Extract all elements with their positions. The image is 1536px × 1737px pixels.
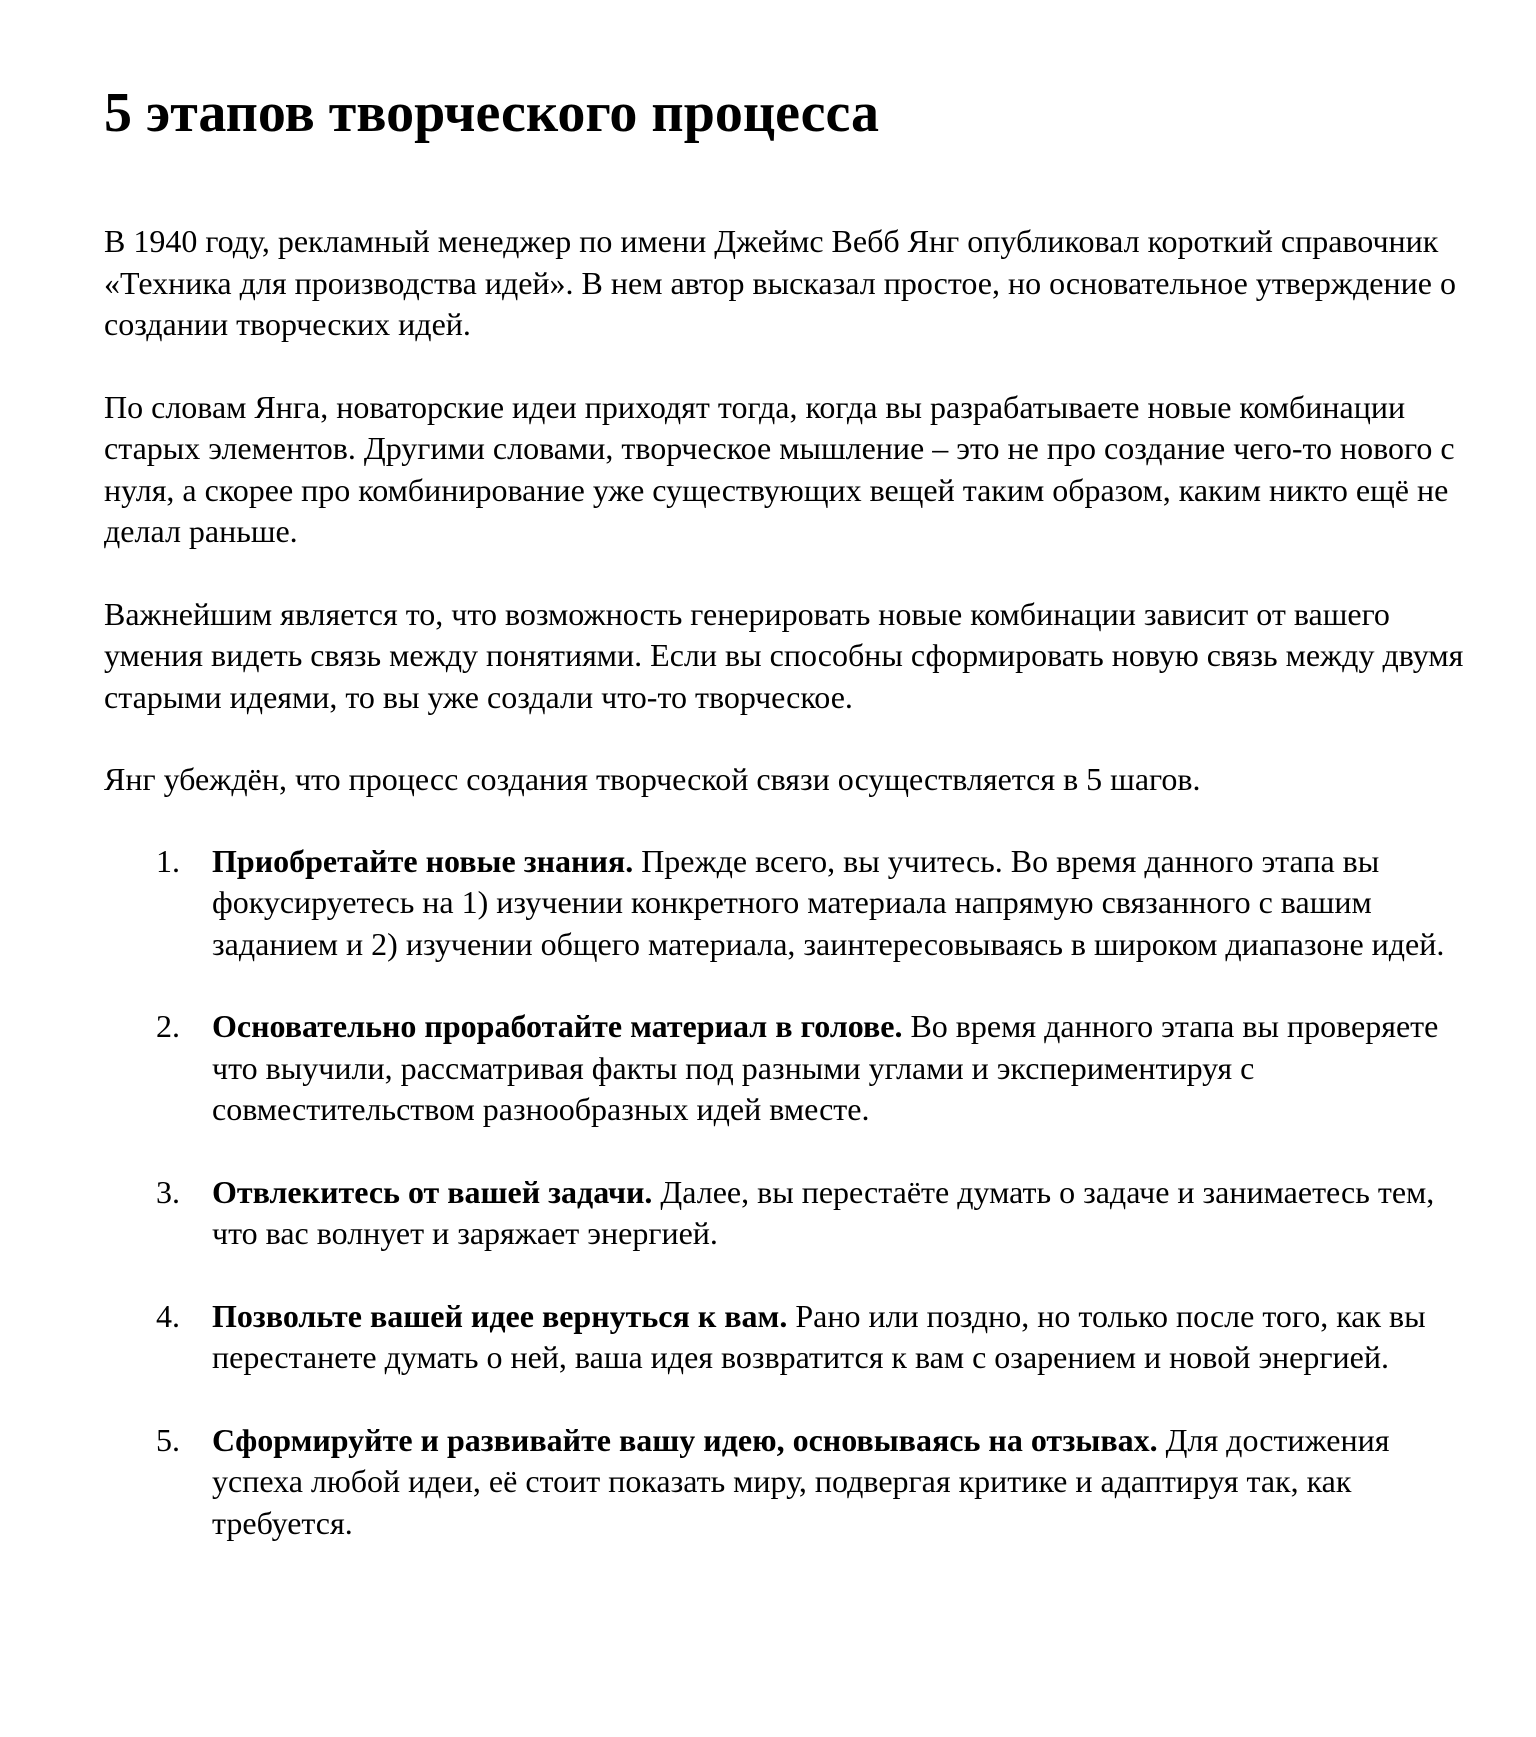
document-title: 5 этапов творческого процесса <box>104 82 880 144</box>
step-text: Рано или поздно, но только после того, как вы перестанете думать о ней, ваша идея возвратится к вам с озарением и новой энергией. <box>212 1297 1426 1375</box>
paragraph-five-steps: Янг убеждён, что процесс создания творческой связи осуществляется в 5 шагов. <box>104 761 1201 797</box>
paragraph-combinations: По словам Янга, новаторские идеи приходят тогда, когда вы разрабатываете новые комбинации старых элементов. Другими словами, творческое мышление – это не про создание чего-то нового с нуля, а скорее про комбинирование уже существующих вещей таким образом, каким никто ещё не делал раньше. <box>104 388 1455 549</box>
step-text: Прежде всего, вы учитесь. Во время данного этапа вы фокусируетесь на 1) изучении конкретного материала напрямую связанного с вашим заданием и 2) изучении общего материала, заинтересовываясь в широком диапазоне идей. <box>212 842 1445 962</box>
step-item-4 <box>104 1296 1476 1379</box>
steps-list <box>104 841 1476 1545</box>
step-text: Для достижения успеха любой идеи, её стоит показать миру, подвергая критике и адаптируя так, как требуется. <box>212 1421 1390 1541</box>
step-heading: Отвлекитесь от вашей задачи. <box>212 1173 653 1210</box>
step-number: 3. <box>156 1173 180 1210</box>
step-heading: Основательно проработайте материал в голове. <box>212 1008 903 1044</box>
step-text: Далее, вы перестаёте думать о задаче и занимаетесь тем, что вас волнует и заряжает энергией. <box>212 1173 1435 1251</box>
step-heading: Сформируйте и развивайте вашу идею, основываясь на отзывах. <box>212 1421 1158 1458</box>
step-number: 1. <box>156 842 180 879</box>
paragraph-connections: Важнейшим является то, что возможность генерировать новые комбинации зависит от вашего умения видеть связь между понятиями. Если вы способны сформировать новую связь между двумя старыми идеями, то вы уже создали что-то творческое. <box>104 595 1464 715</box>
step-heading: Позвольте вашей идее вернуться к вам. <box>212 1297 788 1334</box>
step-number: 5. <box>156 1421 180 1458</box>
step-number: 4. <box>156 1297 180 1334</box>
paragraph-intro: В 1940 году, рекламный менеджер по имени Джеймс Вебб Янг опубликовал короткий справочник «Техника для производства идей». В нем автор высказал простое, но основательное утверждение о создании творческих идей. <box>104 223 1456 342</box>
step-heading: Приобретайте новые знания. <box>212 842 634 879</box>
step-item-1 <box>104 841 1476 966</box>
step-number: 2. <box>156 1008 180 1044</box>
step-item-2 <box>104 1006 1476 1131</box>
step-item-5 <box>104 1420 1476 1545</box>
step-text: Во время данного этапа вы проверяете что выучили, рассматривая факты под разными углами и экспериментируя с совместительством разнообразных идей вместе. <box>212 1008 1439 1127</box>
step-item-3 <box>104 1172 1476 1255</box>
